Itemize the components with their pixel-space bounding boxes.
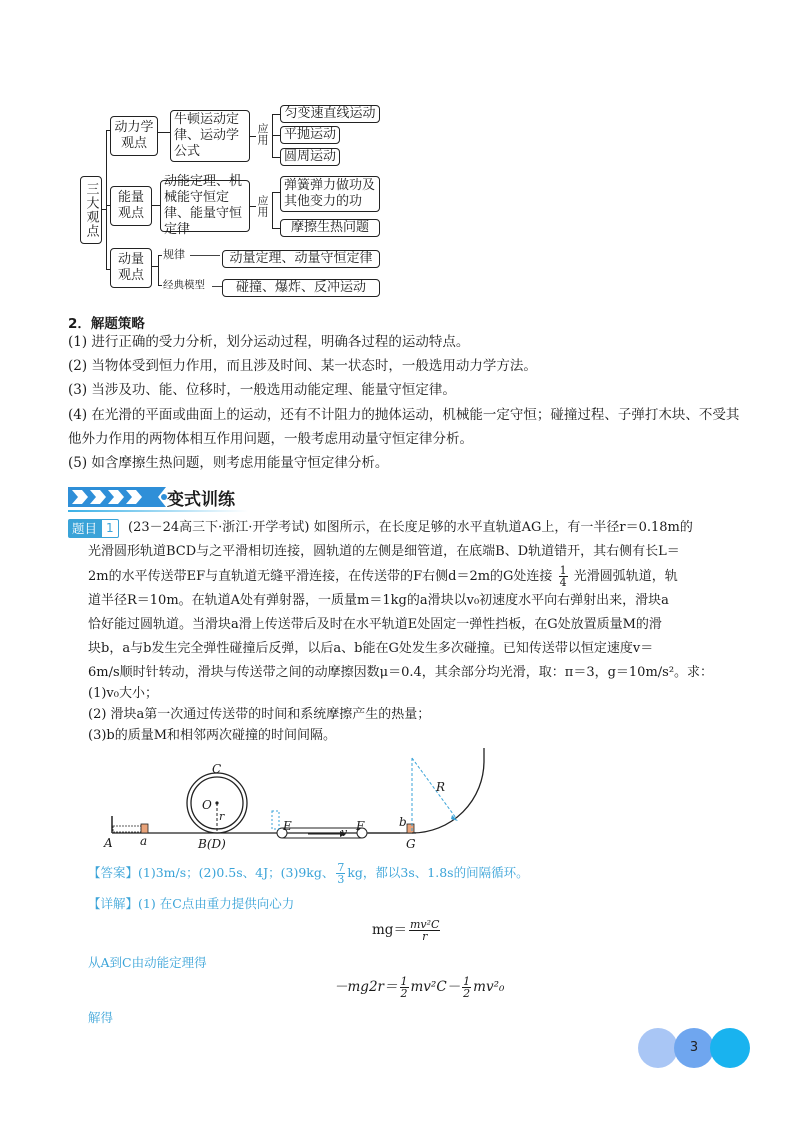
fig-label-A: A <box>104 836 113 850</box>
question-line-7: 6m/s顺时针转动，滑块与传送带之间的动摩擦因数μ＝0.4，其余部分均光滑，取：π＝3，g＝10m/s²。求： <box>88 665 714 680</box>
question-line-4: 道半径R＝10m。在轨道A处有弹射器，一质量m＝1kg的a滑块以v₀初速度水平向右弹射出来，滑块a <box>88 593 669 608</box>
page-dot-3 <box>710 1028 750 1068</box>
eq1-left: mg＝ <box>372 922 407 938</box>
map-branch-momentum: 动量观点 <box>110 248 152 288</box>
detail-line-2: 从A到C由动能定理得 <box>88 955 207 970</box>
strategy-point-4-cont: 他外力作用的两物体相互作用问题，一般考虑用动量守恒定律分析。 <box>68 431 473 447</box>
map-classic-model-label: 经典模型 <box>163 279 205 291</box>
question-line-6: 块b，a与b发生完全弹性碰撞后反弹，以后a、b能在G处发生多次碰撞。已知传送带以恒定速度v＝ <box>88 641 654 656</box>
strategy-heading: 2．解题策略 <box>68 316 145 332</box>
question-line-3 <box>88 565 678 588</box>
map-law-label: 规律 <box>163 248 185 261</box>
question-tag-label: 题目 <box>68 519 101 538</box>
map-item-projectile: 平抛运动 <box>280 126 340 144</box>
eq1-fraction: $\frac{\text{mv²C}}{r}$ <box>409 918 440 943</box>
eq2-term-b: mv²₀ <box>473 979 505 995</box>
answer-fraction: $\frac{7}{3}$ <box>337 861 345 886</box>
question-line-5: 恰好能过圆轨道。当滑块a滑上传送带后及时在水平轨道E处固定一弹性挡板，在G处放置质量M的滑 <box>88 617 662 632</box>
strategy-point-2: (2) 当物体受到恒力作用，而且涉及时间、某一状态时，一般选用动力学方法。 <box>68 358 537 374</box>
strategy-point-4: (4) 在光滑的平面或曲面上的运动，还有不计阻力的抛体运动，机械能一定守恒；碰撞过程、子弹打木块、不受其 <box>68 407 740 423</box>
map-branch-energy: 能量观点 <box>110 186 152 226</box>
page-dot-1 <box>638 1028 678 1068</box>
map-root: 三大观点 <box>80 176 102 244</box>
strategy-point-3: (3) 当涉及功、能、位移时，一般选用动能定理、能量守恒定律。 <box>68 382 456 398</box>
answer-text-2: kg，都以3s、1.8s的间隔循环。 <box>347 865 529 880</box>
equation-1 <box>372 918 442 942</box>
question-line-3-text: 2m的水平传送带EF与直轨道无缝平滑连接，在传送带的F右侧d＝2m的G处连接 <box>88 569 553 584</box>
fig-label-C: C <box>212 762 222 776</box>
map-branch-dynamics-content: 牛顿运动定律、运动学公式 <box>170 110 250 162</box>
question-sub-3: (3)b的质量M和相邻两次碰撞的时间间隔。 <box>88 728 337 743</box>
map-item-circular: 圆周运动 <box>280 148 340 166</box>
detail-text-1: (1) 在C点由重力提供向心力 <box>138 896 295 911</box>
detail-line-1 <box>88 894 294 912</box>
fig-label-E: E <box>283 819 292 833</box>
fig-label-a: a <box>140 834 148 848</box>
map-apply-2: 应用 <box>256 195 269 217</box>
question-tag <box>68 519 119 538</box>
map-branch-energy-content: 动能定理、机械能守恒定律、能量守恒定律 <box>160 180 250 232</box>
strategy-point-5: (5) 如含摩擦生热问题，则考虑用能量守恒定律分析。 <box>68 455 389 471</box>
fig-label-r: r <box>219 810 225 823</box>
answer-text-1: (1)3m/s；(2)0.5s、4J；(3)9kg、 <box>138 865 335 880</box>
map-item-friction-heat: 摩擦生热问题 <box>280 219 380 237</box>
question-line-1: (23－24高三下·浙江·开学考试) 如图所示，在长度足够的水平直轨道AG上，有一半径r＝0.18m的 <box>128 520 693 535</box>
strategy-point-1: (1) 进行正确的受力分析，划分运动过程，明确各过程的运动特点。 <box>68 334 470 350</box>
fig-label-v: v <box>341 826 348 839</box>
fig-label-b: b <box>399 815 407 829</box>
map-item-uniform-accel: 匀变速直线运动 <box>280 105 380 123</box>
map-apply-1: 应用 <box>256 123 269 145</box>
eq2-left: －mg2r＝ <box>334 979 398 995</box>
question-line-2: 光滑圆形轨道BCD与之平滑相切连接，圆轨道的左侧是细管道，在底端B、D轨道错开，其右侧有长L＝ <box>88 544 680 559</box>
map-item-spring-work: 弹簧弹力做功及其他变力的功 <box>280 176 380 212</box>
fig-label-G: G <box>406 837 416 851</box>
page-number: 3 <box>689 1040 699 1055</box>
fig-label-O: O <box>202 798 212 812</box>
detail-line-3: 解得 <box>88 1010 114 1025</box>
eq2-half-1: $\frac{1}{2}$ <box>400 975 408 1000</box>
map-item-collision: 碰撞、爆炸、反冲运动 <box>222 279 380 297</box>
answer-prefix: 【答案】 <box>88 865 139 880</box>
question-sub-1: (1)v₀大小； <box>88 686 158 701</box>
question-number: 1 <box>101 519 119 538</box>
eq2-half-2: $\frac{1}{2}$ <box>463 975 471 1000</box>
question-sub-2: (2) 滑块a第一次通过传送带的时间和系统摩擦产生的热量； <box>88 707 431 722</box>
track-figure <box>100 748 520 856</box>
answer-line <box>88 862 529 885</box>
fig-label-BD: B(D) <box>198 837 226 851</box>
map-item-momentum-laws: 动量定理、动量守恒定律 <box>222 250 380 268</box>
question-line-3-tail: 光滑圆弧轨道，轨 <box>573 569 678 584</box>
fig-label-R: R <box>436 780 446 794</box>
quarter-fraction: $\frac{1}{4}$ <box>559 564 567 589</box>
fig-label-F: F <box>356 819 365 833</box>
banner-title: 变式训练 <box>167 490 235 510</box>
equation-2 <box>334 975 504 999</box>
eq2-term-a: mv²C－ <box>410 979 461 995</box>
detail-prefix: 【详解】 <box>88 896 139 911</box>
banner-underline <box>68 510 248 512</box>
map-branch-dynamics: 动力学观点 <box>110 116 158 156</box>
